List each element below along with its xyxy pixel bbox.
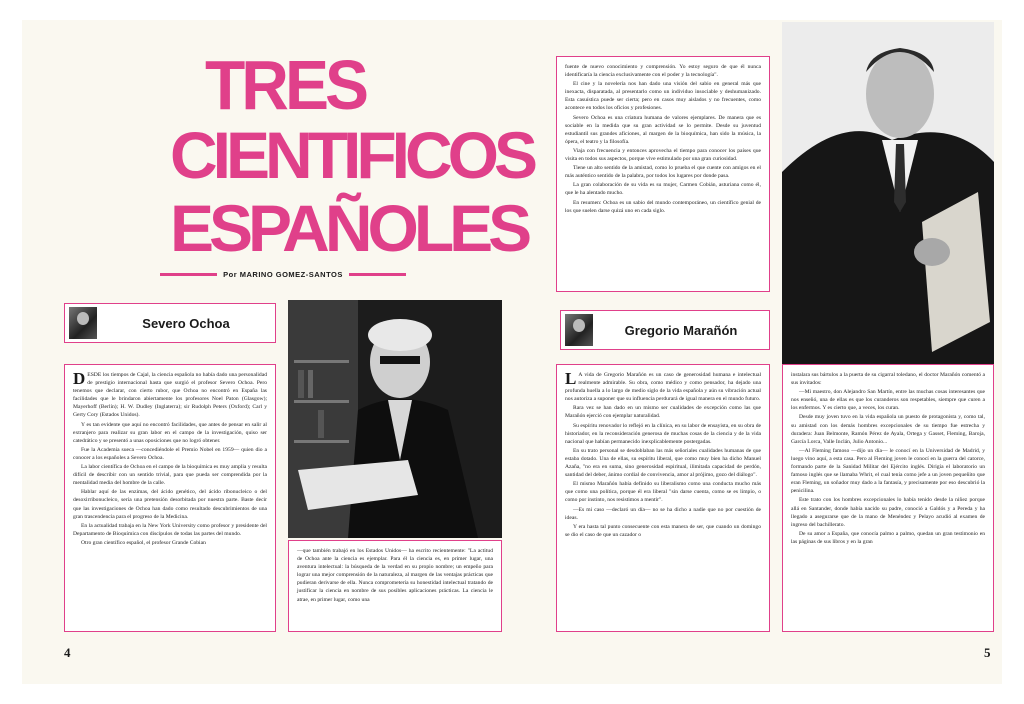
maranon-text-column-1 xyxy=(556,364,770,632)
maranon-name-box xyxy=(560,310,770,350)
ochoa-paragraph: Hablar aquí de las enzimas, del ácido genético, del ácido ribonucleico o del desoxirribonucleico, sería una pretensión desorbitada por nuestra parte. Baste decir que las investigaciones de Ochoa han dado como resultado descubrimientos de una gran trascendencia para el progreso de la Medicina. xyxy=(73,489,267,520)
maranon-name: Gregorio Marañón xyxy=(624,322,738,338)
maranon-photo xyxy=(782,22,994,364)
byline-left-rule xyxy=(160,273,217,276)
ochoa-continued-paragraph: El cine y la novelería nos han dado una visión del sabio en general más que inexacta, disparatada, al presentarlo como un individuo insociable y deshumanizado. Esta casuística puede ser cierta; pero en casos muy aislados y no frecuentes, como acontece en todos los oficios y profesiones. xyxy=(565,81,761,112)
ochoa-thumbnail xyxy=(69,307,97,339)
maranon-paragraph: Este trato con los hombres excepcionales lo había tenido desde la niñez porque allá en Santander, donde había nacido su padre, conoció a Galdós y a Pereda y ha llegado a asegurarse que de la mano de Menéndez y Pelayo acudió al examen de ingreso del bachillerato. xyxy=(791,497,985,528)
maranon-paragraph: Y era hasta tal punto consecuente con esta manera de ser, que cuando un domingo se dio el caso de que un cazador o xyxy=(565,523,761,538)
byline-right-rule xyxy=(349,273,406,276)
maranon-paragraph: Rara vez se han dado en un mismo ser cualidades de excepción como las que Marañón ejerció con ejemplar naturalidad. xyxy=(565,405,761,420)
ochoa-paragraph: ESDE los tiempos de Cajal, la ciencia española no había dado una personalidad de prestigio internacional hasta que surgió el profesor Severo Ochoa. Pero tenemos que declarar, con cierto rubor, que Ochoa no encontró en España las facilidades que le brindaron abiertamente los profesores Noel Paton (Glasgow); Mayerhoff (Berlín); H. W. Dudley (Inglaterra); sir Rudolph Peters (Oxford); Carl y Gerty Cory (Estados Unidos). xyxy=(73,372,267,419)
maranon-thumbnail xyxy=(565,314,593,346)
maranon-paragraph: De su amor a España, que conocía palmo a palmo, quedan un gran testimonio en las páginas de sus libros y en la gran xyxy=(791,530,985,545)
ochoa-paragraph: La labor científica de Ochoa en el campo de la bioquímica es muy amplia y resulta difícil de describir con un sentido trivial, para que pueda ser comprendida por la mentalidad media del hombre de la calle. xyxy=(73,464,267,487)
byline xyxy=(160,269,406,279)
ochoa-paragraph: Y es tan evidente que aquí no encontró facilidades, que antes de pensar en salir al extranjero para realizar su gran labor en el campo de la investigación, quiso ser catedrático y se presentó a unas oposiciones que no logró obtener. xyxy=(73,421,267,444)
ochoa-continued-paragraph: fuente de nuevo conocimiento y comprensión. Yo estoy seguro de que él nunca identificaría la ciencia exclusivamente con el poder y la tecnología". xyxy=(565,64,761,79)
title-line-3: ESPAÑOLES xyxy=(170,191,528,265)
ochoa-continued-paragraph: Severo Ochoa es una criatura humana de valores ejemplares. De manera que es sociable en la medida que su gran actividad se lo permite. Desde su juventud estudiantil sus grandes aficiones, al margen de la bioquímica, han sido la música, la ópera, el teatro y la filosofía. xyxy=(565,114,761,145)
ochoa-paragraph: —que también trabajó en los Estados Unidos— ha escrito recientemente: "La actitud de Ochoa ante la ciencia es ejemplar. Para él la ciencia es, en primer lugar, una aventura intelectual: la búsqueda de la verdad en su propio nombre; un empeño para lograr una mejor comprensión de la naturaleza, al margen de las ventajas prácticas que pudieran derivarse de ella. Nunca comprometería su honestidad intelectual tratando de justificar la ciencia en nombre de sus posibles aplicaciones prácticas. La ciencia le atrae, en primer lugar, como una xyxy=(297,548,493,603)
ochoa-photo xyxy=(288,300,502,538)
ochoa-paragraph: Fue la Academia sueca —concediéndole el Premio Nobel en 1959— quien dio a conocer a los españoles a Severo Ochoa. xyxy=(73,446,267,461)
maranon-paragraph: —Al Fleming famoso —dijo un día— le conocí en la Universidad de Madrid, y luego vino aquí, a esta casa. Pero al Fleming joven le conocí en la guerra del catorce, formando parte de la Sanidad Militar del Ejército inglés. Dirigía el laboratorio un famoso inglés que se llamaba Whrit, el cual tenía como jefe a un joven pequeñito que eran Fleming, un soñador muy dado a la fantasía, y precisamente por eso descubrió la penicilina. xyxy=(791,447,985,495)
maranon-text-column-2 xyxy=(782,364,994,632)
maranon-dropcap: L xyxy=(565,369,577,388)
ochoa-continued-paragraph: La gran colaboración de su vida es su mujer, Carmen Cobián, asturiana como él, que le ha alentado mucho. xyxy=(565,182,761,197)
page-number-left: 4 xyxy=(64,645,71,660)
ochoa-paragraph: En la actualidad trabaja en la New York University como profesor y presidente del Departamento de Bioquímica con discípulos de todas las partes del mundo. xyxy=(73,522,267,537)
page-number-right: 5 xyxy=(984,645,991,660)
byline-text: Por MARINO GOMEZ-SANTOS xyxy=(223,269,343,279)
ochoa-continued-text xyxy=(556,56,770,292)
maranon-paragraph: instalara sus bártulos a la puerta de su cigarral toledano, el doctor Marañón comentó a sus invitados: xyxy=(791,372,985,387)
ochoa-text-column-1 xyxy=(64,364,276,632)
maranon-paragraph: En su trato personal se desdoblaban las más señoriales cualidades humanas de que estaba dotado. Una de ellas, su espíritu liberal, que como muy bien ha dicho Manuel Azaña, "no era en suma, sino generosidad espiritual, ilimitada capacidad de perdón, santidad del deber, ánimo cordial de convivencia, amor al prójimo, gozo del diálogo". xyxy=(565,447,761,479)
ochoa-continued-paragraph: En resumen: Ochoa es un sabio del mundo contemporáneo, un científico genial de los que suelen darse quizá uno en cada siglo. xyxy=(565,199,761,214)
ochoa-dropcap: D xyxy=(73,369,86,388)
maranon-paragraph: El mismo Marañón había definido su liberalismo como una conducta mucho más que como una política, porque él era liberal "sin darse cuenta, como se es limpio, o como por instinto, nos resistimos a mentir". xyxy=(565,481,761,504)
maranon-paragraph: —Mi maestro, don Alejandro San Martín, entre las muchas cosas interesantes que nos enseñó, una de ellas es que los curanderos son respetables, siempre que curen a los enfermos. Y es cierto que, a veces, los curan. xyxy=(791,389,985,412)
title-line-1: TRES xyxy=(204,46,366,124)
ochoa-name-box xyxy=(64,303,276,343)
maranon-paragraph: Desde muy joven tuvo en la vida española un puesto de protagonista y, como tal, su amistad con los demás hombres excepcionales de su tiempo fue estrecha y duradera: Juan Belmonte, Ramón Pérez de Ayala, Ortega y Gasset, Fleming, Baroja, García Lorca, Valle Inclán, Julio Antonio... xyxy=(791,414,985,445)
ochoa-continued-paragraph: Viaja con frecuencia y entonces aprovecha el tiempo para conocer los países que visita en todos sus aspectos, porque vive estimulado por una gran curiosidad. xyxy=(565,147,761,163)
title-line-2: CIENTIFICOS xyxy=(170,118,534,192)
ochoa-paragraph: Otro gran científico español, el profesor Grande Cobian xyxy=(81,539,206,546)
maranon-paragraph: —Es mi caso —declaró un día— no se ha dicho a nadie que no por cuestión de ideas. xyxy=(565,506,761,521)
maranon-paragraph: Su espíritu renovador lo reflejó en la clínica, en su labor de ensayista, en su obra de historiador, en la reconsideración generosa de muchas cosas de la ciencia y de la vida nacional que habían permanecido inexplicablemente postergadas. xyxy=(565,422,761,445)
maranon-paragraph: A vida de Gregorio Marañón es un caso de generosidad humana e intelectual realmente admirable. Su obra, como médico y como pensador, ha dejado una profunda huella a lo largo de medio siglo de la vida española y aún su vibración actual nos autoriza a suponer que su influencia perdurará de igual manera en el mundo futuro. xyxy=(565,372,761,403)
ochoa-text-column-2 xyxy=(288,540,502,632)
ochoa-continued-paragraph: Tiene un alto sentido de la amistad, como lo prueba el que cuente con amigos en el más auténtico sentido de la palabra, por todos los lugares por donde pasa. xyxy=(565,165,761,180)
ochoa-name: Severo Ochoa xyxy=(142,315,230,331)
